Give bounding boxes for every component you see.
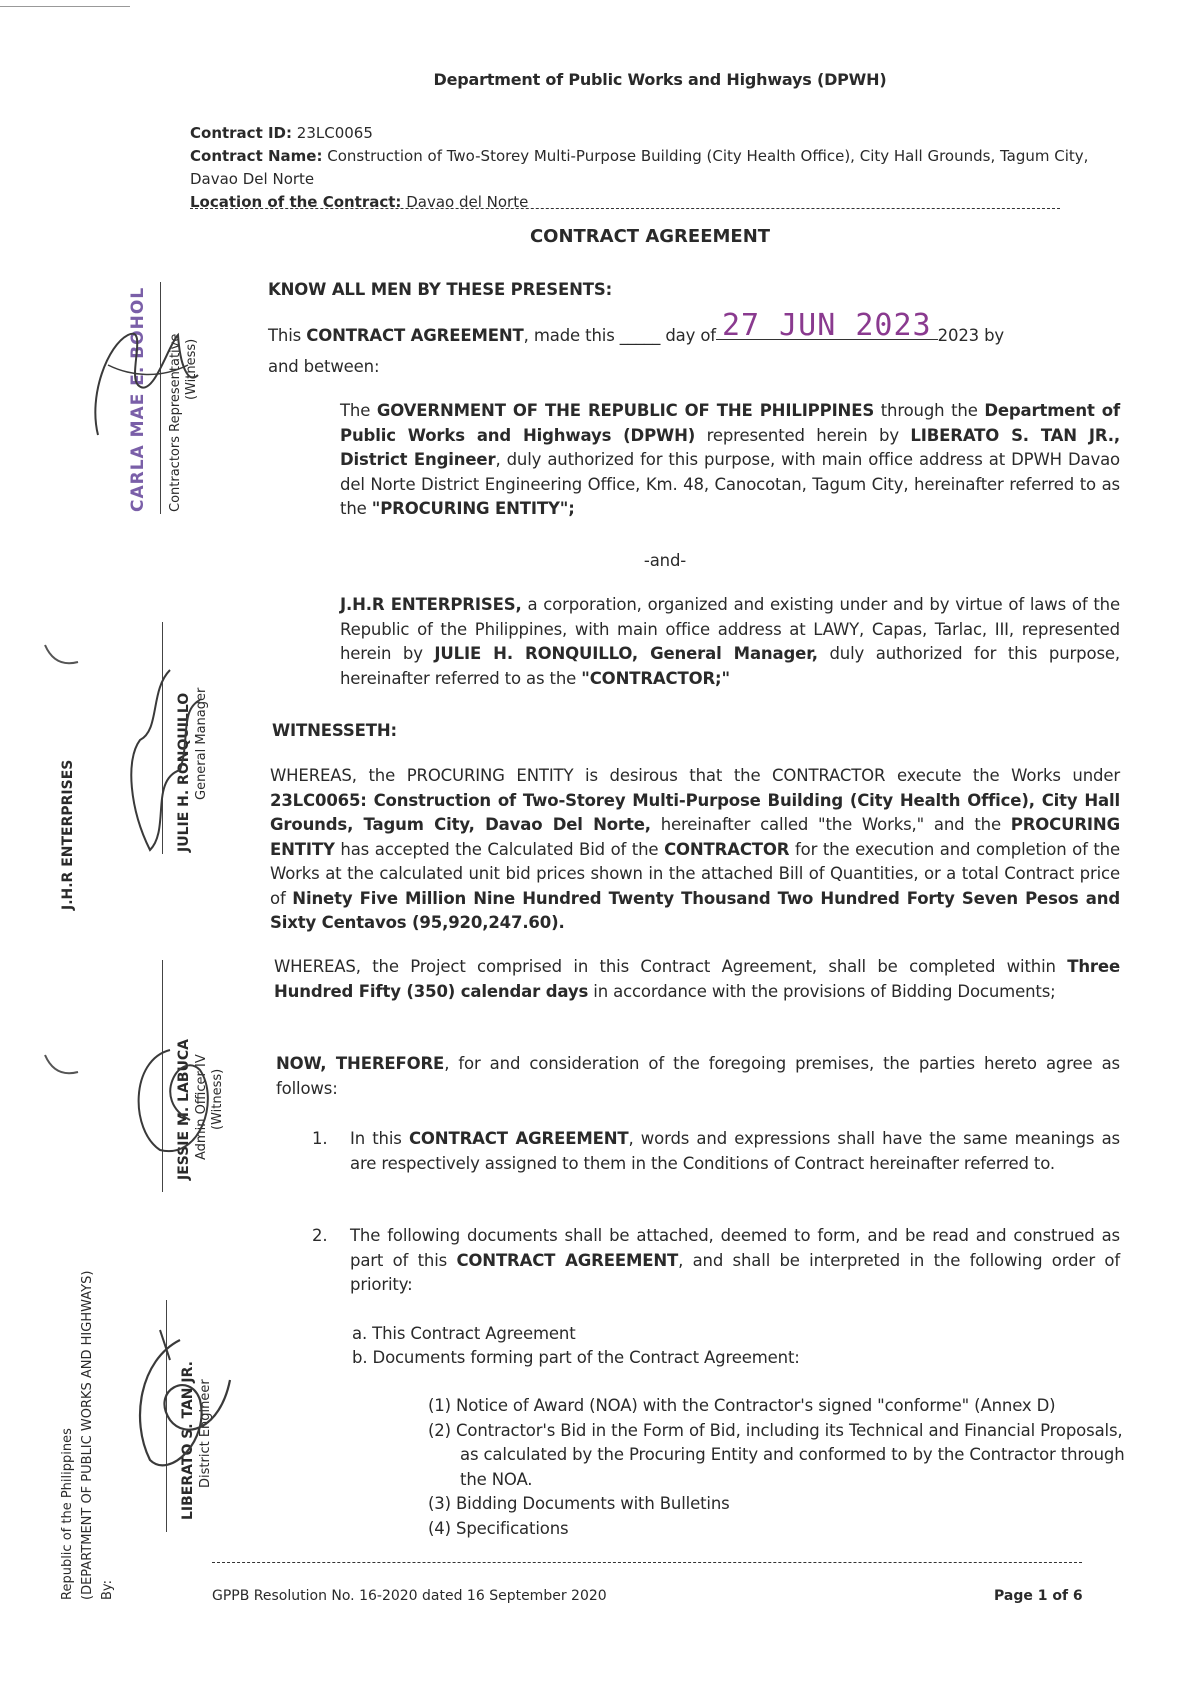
- witness1-name: CARLA MAE E. BOHOL: [128, 286, 148, 512]
- republic-line-2: (DEPARTMENT OF PUBLIC WORKS AND HIGHWAYS): [80, 1270, 95, 1600]
- punch-hole-mark: [40, 1050, 80, 1080]
- contract-header: [190, 122, 1120, 214]
- item-1: 1. In this CONTRACT AGREEMENT, words and expressions shall have the same meanings as are respectively assigned to them in the Conditions of Contract hereinafter referred to.: [312, 1129, 1120, 1173]
- document-title: CONTRACT AGREEMENT: [529, 226, 771, 247]
- republic-line-1: Republic of the Philippines: [60, 1428, 75, 1600]
- and-between: and between:: [268, 357, 380, 376]
- signature-witness1: [68, 305, 208, 455]
- intro-heading: KNOW ALL MEN BY THESE PRESENTS:: [268, 280, 613, 299]
- witnesseth-heading: WITNESSETH:: [272, 721, 397, 740]
- location-line: Location of the Contract: Davao del Norte: [190, 193, 529, 211]
- sub-item: (4) Specifications: [428, 1518, 569, 1538]
- footer-resolution: GPPB Resolution No. 16-2020 dated 16 September 2020: [212, 1588, 607, 1604]
- witness2-note: (Witness): [210, 1068, 225, 1130]
- and-separator: -and-: [643, 551, 687, 570]
- republic-line-3: By:: [100, 1579, 115, 1600]
- sub-item: (3) Bidding Documents with Bulletins: [428, 1494, 730, 1513]
- signature-engineer: [110, 1320, 240, 1480]
- sub-item: (1) Notice of Award (NOA) with the Contractor's signed "conforme" (Annex D): [428, 1396, 1056, 1415]
- procuring-entity-paragraph: The GOVERNMENT OF THE REPUBLIC OF THE PHILIPPINES through the Department of Public Works and Highways (DPWH) represented herein by LIBERATO S. TAN JR., District Engineer, duly authorized for this purpose, with main office address at DPWH Davao del Norte District Engineering Office, Km. 48, Canocotan, Tagum City, hereinafter referred to as the "PROCURING ENTITY";: [340, 401, 1120, 518]
- contractor-rep-role: General Manager: [194, 687, 209, 800]
- witness2-name: JESSIE M. LABUCA: [176, 1039, 192, 1180]
- whereas-works-paragraph: WHEREAS, the PROCURING ENTITY is desirous that the CONTRACTOR execute the Works under 23LC0065: Construction of Two-Storey Multi-Purpose Building (City Health Office), City Hall Grounds, Tagum City, Davao Del Norte, hereinafter called "the Works," and the PROCURING ENTITY has accepted the Calculated Bid of the CONTRACTOR for the execution and completion of the Works at the calculated unit bid prices shown in the attached Bill of Quantities, or a total Contract price of Ninety Five Million Nine Hundred Twenty Thousand Two Hundred Forty Seven Pesos and Sixty Centavos (95,920,247.60).: [270, 766, 1120, 932]
- witness1-role: Contractors Representative: [168, 333, 183, 512]
- contract-id-line: Contract ID: 23LC0065: [190, 124, 373, 142]
- footer-page-number: Page 1 of 6: [994, 1588, 1083, 1604]
- agency-heading: Department of Public Works and Highways (DPWH): [433, 70, 887, 89]
- date-stamp: 27 JUN 2023: [716, 314, 938, 340]
- signature-contractor: [110, 660, 220, 860]
- witness2-role: Admin Officer IV: [194, 1054, 209, 1160]
- now-therefore-paragraph: NOW, THEREFORE, for and consideration of the foregoing premises, the parties hereto agree as follows:: [276, 1054, 1120, 1098]
- punch-hole-mark: [40, 640, 80, 670]
- sub-list: [428, 1394, 1128, 1541]
- contractor-rep-name: JULIE H. RONQUILLO: [176, 692, 192, 852]
- contract-name-line: Contract Name: Construction of Two-Storey Multi-Purpose Building (City Health Office), City Hall Grounds, Tagum City, Davao Del Norte: [190, 147, 1089, 188]
- footer-divider: [212, 1562, 1082, 1563]
- witness1-note: (Witness): [184, 338, 199, 400]
- item-2b: b. Documents forming part of the Contract Agreement:: [352, 1348, 800, 1367]
- contractor-paragraph: J.H.R ENTERPRISES, a corporation, organized and existing under and by virtue of laws of the Republic of the Philippines, with main office address at LAWY, Capas, Tarlac, III, represented herein by JULIE H. RONQUILLO, General Manager, duly authorized for this purpose, hereinafter referred to as the "CONTRACTOR;": [340, 595, 1120, 688]
- item-2a: a. This Contract Agreement: [352, 1324, 576, 1343]
- engineer-role: District Engineer: [198, 1379, 213, 1488]
- item-2: 2. The following documents shall be attached, deemed to form, and be read and construed as part of this CONTRACT AGREEMENT, and shall be interpreted in the following order of priority:: [312, 1226, 1120, 1294]
- header-divider: [190, 208, 1060, 209]
- intro-line: This CONTRACT AGREEMENT, made this _____ day of 27 JUN 2023 2023 by: [268, 308, 1005, 345]
- sub-item: (2) Contractor's Bid in the Form of Bid, including its Technical and Financial Proposals, as calculated by the Procuring Entity and conformed to by the Contractor through the NOA.: [428, 1420, 1125, 1489]
- engineer-name: LIBERATO S. TAN JR.: [180, 1361, 196, 1520]
- whereas-duration-paragraph: WHEREAS, the Project comprised in this Contract Agreement, shall be completed within Three Hundred Fifty (350) calendar days in accordance with the provisions of Bidding Documents;: [274, 957, 1120, 1001]
- signature-witness2: [110, 1040, 230, 1160]
- scan-edge-line: [0, 6, 130, 7]
- contractor-company: J.H.R ENTERPRISES: [60, 759, 76, 910]
